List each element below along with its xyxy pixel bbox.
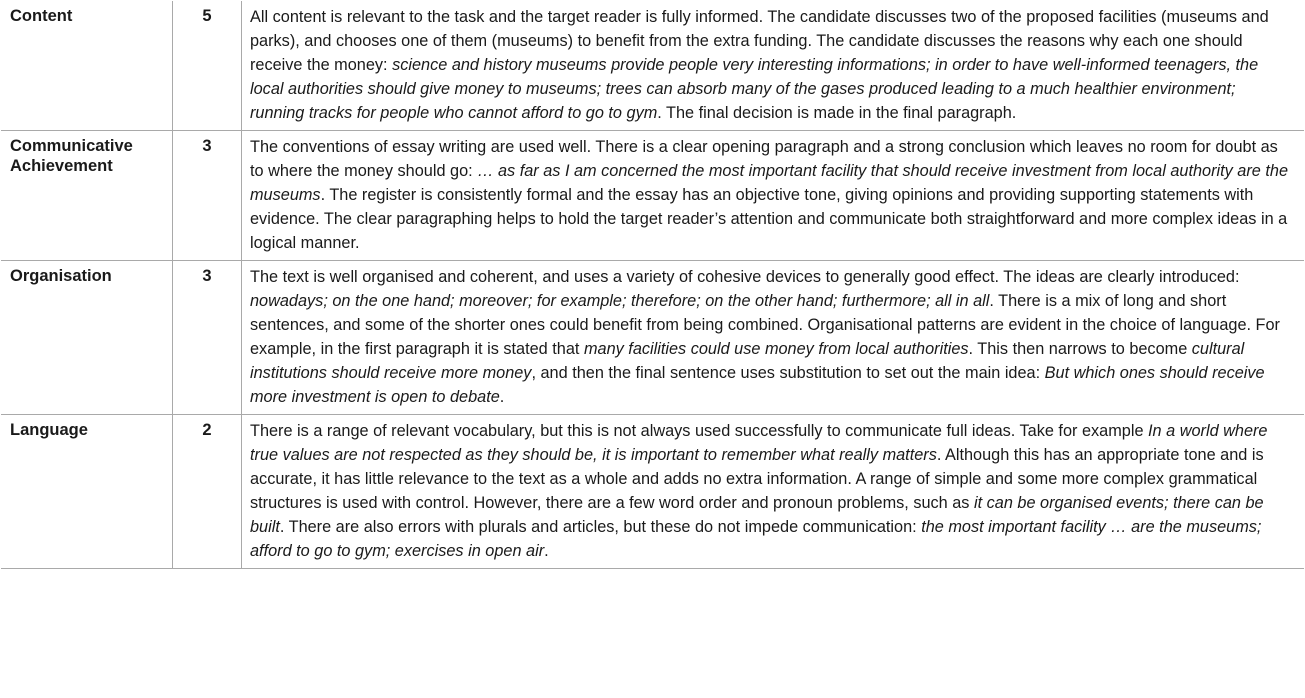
quoted-text: science and history museums provide people very interesting informations; in order to have well-informed teenagers, the local authorities should give money to museums; trees can absorb many of the gases produced leading to a much healthier environment; running tracks for people who cannot afford to go to gym (250, 56, 1259, 122)
table-row-language (1, 415, 1304, 569)
quoted-text: it can be organised events; there can be built (250, 494, 1264, 536)
score-value: 2 (173, 415, 242, 569)
criterion-label: Content (1, 1, 173, 131)
commentary-segment: There is a range of relevant vocabulary, but this is not always used successfully to communicate full ideas. Take for example (250, 422, 1149, 440)
commentary-segment: . There is a mix of long and short sentences, and some of the shorter ones could benefit from being combined. Organisational patterns are evident in the choice of language. For example, in the first paragraph it is stated that (250, 292, 1280, 358)
commentary-segment: . Although this has an appropriate tone and is accurate, it has little relevance to the text as a whole and adds no extra information. A range of simple and some more complex grammatical structures is used with control. However, there are a few word order and pronoun problems, such as (250, 446, 1264, 512)
criterion-label: Organisation (1, 261, 173, 415)
commentary-text (242, 261, 1305, 415)
score-value: 3 (173, 261, 242, 415)
commentary-text (242, 1, 1305, 131)
commentary-segment: . (499, 388, 505, 406)
criterion-label: Communicative Achievement (1, 131, 173, 261)
quoted-text: nowadays; on the one hand; moreover; for example; therefore; on the other hand; furthermore; all in all (250, 292, 990, 310)
commentary-segment: . This then narrows to become (968, 340, 1192, 358)
criterion-label: Language (1, 415, 173, 569)
commentary-text (242, 415, 1305, 569)
table-row-organisation (1, 261, 1304, 415)
quoted-text: … as far as I am concerned the most important facility that should receive investment from local authority are the museums (250, 162, 1288, 204)
quoted-text: But which ones should receive more investment is open to debate (250, 364, 1265, 406)
commentary-segment: , and then the final sentence uses substitution to set out the main idea: (531, 364, 1045, 382)
commentary-segment: The conventions of essay writing are used well. There is a clear opening paragraph and a strong conclusion which leaves no room for doubt as to where the money should go: (250, 138, 1278, 180)
commentary-segment: The text is well organised and coherent, and uses a variety of cohesive devices to generally good effect. The ideas are clearly introduced: (250, 268, 1240, 286)
quoted-text: cultural institutions should receive more money (250, 340, 1245, 382)
table-row-content (1, 1, 1304, 131)
score-value: 5 (173, 1, 242, 131)
quoted-text: many facilities could use money from local authorities (583, 340, 969, 358)
commentary-segment: . (544, 542, 549, 560)
commentary-segment: . There are also errors with plurals and articles, but these do not impede communication: (279, 518, 922, 536)
table-row-communicative-achievement (1, 131, 1304, 261)
commentary-text (242, 131, 1305, 261)
quoted-text: In a world where true values are not respected as they should be, it is important to remember what really matters (250, 422, 1268, 464)
assessment-table (1, 1, 1304, 569)
score-value: 3 (173, 131, 242, 261)
commentary-segment: All content is relevant to the task and the target reader is fully informed. The candidate discusses two of the proposed facilities (museums and parks), and chooses one of them (museums) to benefit from the extra funding. The candidate discusses the reasons why each one should receive the money: (250, 8, 1269, 74)
commentary-segment: . The final decision is made in the final paragraph. (657, 104, 1017, 122)
commentary-segment: . The register is consistently formal and the essay has an objective tone, giving opinions and providing supporting statements with evidence. The clear paragraphing helps to hold the target reader’s attention and communicate both straightforward and more complex ideas in a logical manner. (250, 186, 1288, 252)
quoted-text: the most important facility … are the museums; afford to go to gym; exercises in open air (250, 518, 1262, 560)
